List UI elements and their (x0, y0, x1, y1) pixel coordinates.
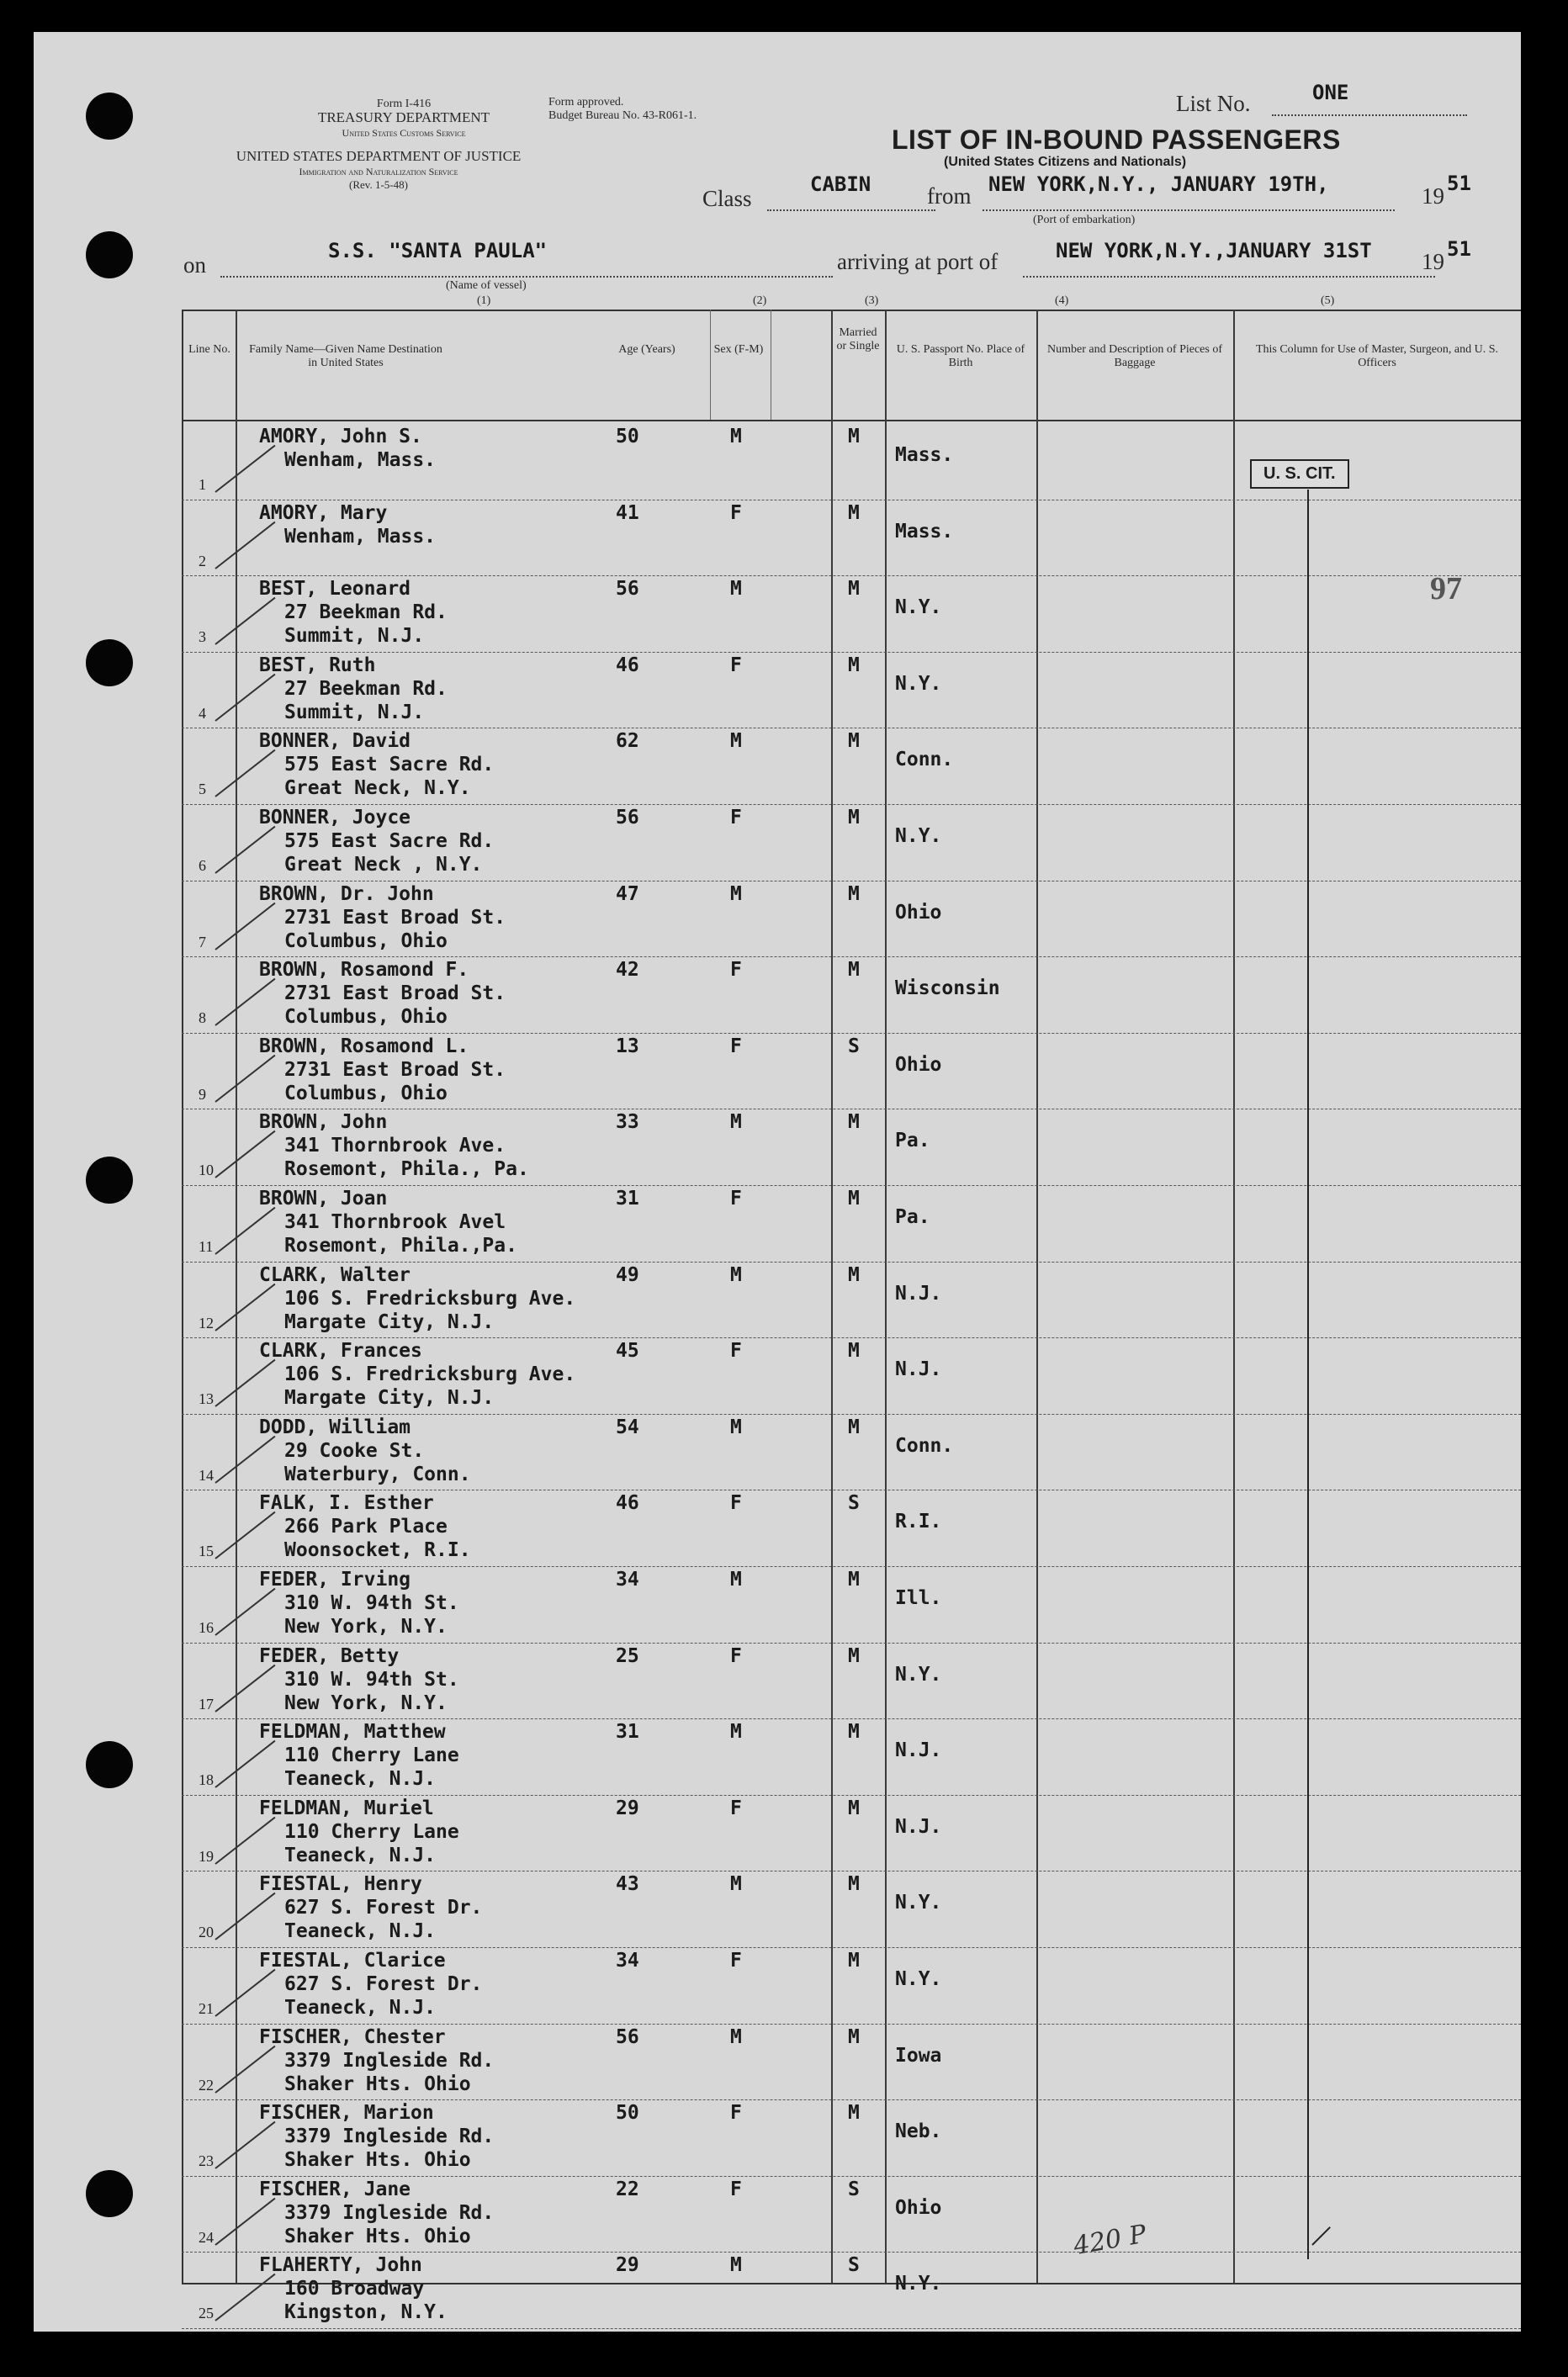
place-of-birth: N.Y. (895, 672, 942, 695)
line-number: 20 (199, 1924, 214, 1941)
place-of-birth: R.I. (895, 1511, 942, 1533)
sex: F (730, 2178, 742, 2200)
marital-status: M (848, 1950, 860, 1972)
manifest-sheet (34, 32, 1521, 2332)
check-mark (215, 597, 275, 645)
age: 46 (616, 1492, 639, 1515)
address-line: 575 East Sacre Rd. (284, 754, 495, 776)
age: 29 (616, 1797, 639, 1819)
passenger-name: FALK, I. Esther (259, 1492, 434, 1515)
marital-status: M (848, 654, 860, 676)
marital-status: M (848, 1797, 860, 1819)
line-number: 5 (199, 781, 206, 798)
age: 34 (616, 1569, 639, 1591)
table-row (182, 2100, 1521, 2177)
year-suffix-from: 51 (1447, 172, 1471, 195)
passenger-name: BROWN, Dr. John (259, 882, 434, 905)
line-number: 6 (199, 857, 206, 874)
age: 47 (616, 882, 639, 905)
col-officers: This Column for Use of Master, Surgeon, and U. S. Officers (1255, 343, 1499, 369)
address-line: Shaker Hts. Ohio (284, 2149, 471, 2172)
line-number: 13 (199, 1390, 214, 1408)
age: 56 (616, 2025, 639, 2048)
passenger-name: FIESTAL, Henry (259, 1873, 422, 1896)
sex: F (730, 1950, 742, 1972)
age: 45 (616, 1340, 639, 1363)
passenger-name: BROWN, Rosamond F. (259, 959, 469, 982)
line-number: 2 (199, 552, 206, 569)
arriving-label: arriving at port of (837, 249, 999, 274)
place-of-birth: N.J. (895, 1815, 942, 1838)
check-mark (215, 1283, 275, 1331)
address-line: 2731 East Broad St. (284, 982, 506, 1005)
age: 43 (616, 1873, 639, 1896)
sex: F (730, 1188, 742, 1210)
address-line: 310 W. 94th St. (284, 1592, 459, 1614)
table-row (182, 2177, 1521, 2253)
marital-status: M (848, 1721, 860, 1744)
sex: F (730, 1340, 742, 1363)
age: 42 (616, 959, 639, 982)
line-number: 3 (199, 628, 206, 646)
sex: F (730, 1492, 742, 1515)
place-of-birth: N.Y. (895, 1968, 942, 1990)
address-line: Teaneck, N.J. (284, 1768, 437, 1791)
sex: M (730, 1569, 742, 1591)
handwritten-note: 420 P (1071, 2219, 1149, 2262)
table-row (182, 1644, 1521, 1720)
check-mark (215, 1207, 275, 1255)
check-mark (215, 1817, 275, 1865)
place-of-birth: Conn. (895, 749, 954, 771)
marital-status: M (848, 1188, 860, 1210)
passenger-name: FISCHER, Marion (259, 2102, 434, 2125)
table-row (182, 1490, 1521, 1567)
age: 56 (616, 578, 639, 601)
age: 31 (616, 1188, 639, 1210)
marital-status: M (848, 1263, 860, 1286)
port-of-embarkation-caption: (Port of embarkation) (1033, 214, 1136, 226)
table-row (182, 1719, 1521, 1796)
department-of-justice: UNITED STATES DEPARTMENT OF JUSTICE (236, 148, 522, 164)
sex: F (730, 1797, 742, 1819)
page-subtitle: (United States Citizens and Nationals) (944, 155, 1187, 169)
year-suffix-arriving: 51 (1447, 237, 1471, 261)
sex: F (730, 654, 742, 676)
form-number: Form I-416 (376, 98, 432, 110)
marital-status: S (848, 1492, 860, 1515)
address-line: 3379 Ingleside Rd. (284, 2126, 495, 2148)
passenger-name: AMORY, Mary (259, 501, 388, 524)
age: 33 (616, 1111, 639, 1134)
marital-status: M (848, 1569, 860, 1591)
address-line: New York, N.Y. (284, 1691, 448, 1714)
punch-hole (86, 639, 133, 686)
place-of-birth: N.Y. (895, 2273, 942, 2295)
address-line: Summit, N.J. (284, 625, 425, 648)
place-of-birth: N.J. (895, 1282, 942, 1305)
passenger-name: FEDER, Irving (259, 1569, 411, 1591)
sex: M (730, 1111, 742, 1134)
line-number: 23 (199, 2152, 214, 2170)
age: 54 (616, 1416, 639, 1438)
place-of-birth: N.J. (895, 1739, 942, 1762)
table-row (182, 1415, 1521, 1491)
check-mark (215, 2274, 275, 2321)
address-line: Great Neck, N.Y. (284, 777, 471, 800)
marital-status: M (848, 959, 860, 982)
table-row (182, 1871, 1521, 1948)
check-mark (215, 2198, 275, 2246)
line-number: 7 (199, 933, 206, 950)
address-line: Columbus, Ohio (284, 1006, 448, 1029)
address-line: Kingston, N.Y. (284, 2301, 448, 2324)
passenger-name: BEST, Ruth (259, 654, 376, 676)
age: 34 (616, 1950, 639, 1972)
budget-bureau: Budget Bureau No. 43-R061-1. (548, 109, 697, 122)
line-number: 4 (199, 704, 206, 722)
sex: M (730, 1721, 742, 1744)
address-line: 27 Beekman Rd. (284, 601, 448, 624)
passenger-name: BONNER, Joyce (259, 807, 411, 829)
check-mark (215, 674, 275, 722)
passenger-name: BROWN, John (259, 1111, 388, 1134)
col-line-no: Line No. (188, 343, 230, 356)
sex: M (730, 1263, 742, 1286)
line-number: 1 (199, 476, 206, 493)
table-row (182, 1186, 1521, 1263)
age: 13 (616, 1035, 639, 1057)
line-number: 22 (199, 2076, 214, 2094)
place-of-birth: Ohio (895, 2196, 942, 2219)
table-row (182, 2253, 1521, 2329)
place-of-birth: N.J. (895, 1358, 942, 1381)
address-line: Summit, N.J. (284, 701, 425, 723)
passenger-name: FELDMAN, Matthew (259, 1721, 446, 1744)
marital-status: M (848, 1340, 860, 1363)
line-number: 14 (199, 1466, 214, 1484)
address-line: Columbus, Ohio (284, 929, 448, 952)
table-row (182, 957, 1521, 1034)
age: 50 (616, 2102, 639, 2125)
check-mark (215, 1969, 275, 2017)
address-line: Shaker Hts. Ohio (284, 2225, 471, 2247)
line-number: 21 (199, 2000, 214, 2017)
place-of-birth: Conn. (895, 1434, 954, 1457)
passenger-name: BONNER, David (259, 730, 411, 753)
check-mark (215, 826, 275, 874)
sex: M (730, 1873, 742, 1896)
address-line: Woonsocket, R.I. (284, 1539, 471, 1562)
age: 56 (616, 807, 639, 829)
place-of-birth: N.Y. (895, 596, 942, 619)
marital-status: S (848, 1035, 860, 1057)
marital-status: M (848, 578, 860, 601)
name-of-vessel-caption: (Name of vessel) (446, 279, 527, 292)
marital-status: M (848, 730, 860, 753)
address-line: 3379 Ingleside Rd. (284, 2049, 495, 2072)
age: 29 (616, 2254, 639, 2277)
passenger-name: FELDMAN, Muriel (259, 1797, 434, 1819)
passenger-name: BEST, Leonard (259, 578, 411, 601)
age: 41 (616, 501, 639, 524)
list-no-value: ONE (1312, 81, 1349, 104)
line-number: 11 (199, 1238, 214, 1255)
page-stamp: 97 (1430, 571, 1462, 606)
place-of-birth: Neb. (895, 2120, 942, 2143)
place-of-birth: Ohio (895, 1053, 942, 1076)
check-mark (215, 749, 275, 797)
check-mark (215, 445, 275, 493)
passenger-table (182, 310, 1521, 2324)
line-number: 19 (199, 1847, 214, 1865)
check-mark (215, 1436, 275, 1484)
check-mark (215, 978, 275, 1026)
table-row (182, 500, 1521, 577)
address-line: New York, N.Y. (284, 1616, 448, 1638)
address-line: Wenham, Mass. (284, 449, 437, 471)
place-of-birth: Mass. (895, 444, 954, 466)
column-number: (5) (1321, 294, 1335, 307)
vessel-name: S.S. "SANTA PAULA" (328, 239, 548, 262)
punch-hole (86, 231, 133, 278)
sex: F (730, 2102, 742, 2125)
age: 46 (616, 654, 639, 676)
age: 25 (616, 1644, 639, 1667)
place-of-birth: Wisconsin (895, 977, 1000, 1000)
table-row (182, 1109, 1521, 1186)
marital-status: M (848, 1644, 860, 1667)
address-line: Margate City, N.J. (284, 1387, 495, 1410)
address-line: Teaneck, N.J. (284, 1844, 437, 1866)
line-number: 12 (199, 1314, 214, 1331)
class-value: CABIN (810, 172, 871, 196)
on-label: on (183, 252, 206, 278)
place-of-birth: N.Y. (895, 1892, 942, 1914)
check-mark (215, 1893, 275, 1940)
punch-hole (86, 1741, 133, 1788)
line-number: 10 (199, 1162, 214, 1179)
place-of-birth: Pa. (895, 1206, 930, 1228)
column-number: (3) (865, 294, 879, 307)
address-line: 341 Thornbrook Ave. (284, 1135, 506, 1157)
age: 31 (616, 1721, 639, 1744)
check-mark (215, 521, 275, 569)
col-age: Age (Years) (618, 343, 675, 356)
table-row (182, 1796, 1521, 1872)
marital-status: M (848, 2102, 860, 2125)
marital-status: S (848, 2178, 860, 2200)
year-prefix-arriving: 19 (1422, 249, 1444, 274)
place-of-birth: Iowa (895, 2044, 942, 2067)
col-sex: Sex (F-M) (713, 343, 764, 356)
check-mark (215, 2121, 275, 2169)
line-number: 24 (199, 2228, 214, 2246)
age: 62 (616, 730, 639, 753)
marital-status: M (848, 426, 860, 447)
page-title: LIST OF IN-BOUND PASSENGERS (892, 124, 1341, 155)
passenger-name: FISCHER, Chester (259, 2025, 446, 2048)
arriving-value: NEW YORK,N.Y.,JANUARY 31ST (1056, 239, 1372, 262)
address-line: 106 S. Fredricksburg Ave. (284, 1363, 576, 1386)
passenger-name: CLARK, Walter (259, 1263, 411, 1286)
place-of-birth: Ohio (895, 901, 942, 924)
address-line: Waterbury, Conn. (284, 1463, 471, 1485)
place-of-birth: Mass. (895, 520, 954, 543)
passenger-name: CLARK, Frances (259, 1340, 422, 1363)
address-line: Columbus, Ohio (284, 1082, 448, 1104)
table-row (182, 1948, 1521, 2025)
address-line: Margate City, N.J. (284, 1310, 495, 1333)
address-line: Rosemont, Phila., Pa. (284, 1158, 529, 1181)
from-value: NEW YORK,N.Y., JANUARY 19TH, (988, 172, 1329, 196)
sex: M (730, 426, 742, 447)
age: 49 (616, 1263, 639, 1286)
line-number: 15 (199, 1543, 214, 1560)
form-approved: Form approved. (548, 96, 624, 109)
sex: M (730, 882, 742, 905)
sex: F (730, 501, 742, 524)
marital-status: M (848, 1873, 860, 1896)
table-row (182, 576, 1521, 653)
marital-status: M (848, 501, 860, 524)
address-line: 627 S. Forest Dr. (284, 1897, 483, 1919)
passenger-name: FEDER, Betty (259, 1644, 400, 1667)
customs-service: United States Customs Service (342, 127, 466, 139)
address-line: 3379 Ingleside Rd. (284, 2201, 495, 2224)
passenger-name: FLAHERTY, John (259, 2254, 422, 2277)
table-row (182, 1338, 1521, 1415)
passenger-name: FISCHER, Jane (259, 2178, 411, 2200)
check-mark (215, 1511, 275, 1559)
check-mark (215, 2045, 275, 2093)
punch-hole (86, 2170, 133, 2217)
address-line: 110 Cherry Lane (284, 1744, 459, 1767)
table-row (182, 653, 1521, 729)
column-number: (1) (477, 294, 491, 307)
line-number: 25 (199, 2305, 214, 2322)
marital-status: M (848, 1111, 860, 1134)
sex: M (730, 578, 742, 601)
table-row (182, 1567, 1521, 1644)
address-line: 106 S. Fredricksburg Ave. (284, 1287, 576, 1310)
passenger-name: DODD, William (259, 1416, 411, 1438)
table-row (182, 881, 1521, 958)
from-label: from (927, 183, 972, 209)
col-baggage: Number and Description of Pieces of Baggage (1047, 343, 1222, 369)
col-married: Married or Single (836, 326, 880, 352)
address-line: Great Neck , N.Y. (284, 854, 483, 876)
sex: M (730, 2254, 742, 2277)
place-of-birth: N.Y. (895, 1663, 942, 1686)
place-of-birth: Pa. (895, 1130, 930, 1152)
sex: F (730, 1035, 742, 1057)
check-mark (215, 902, 275, 950)
treasury-department: TREASURY DEPARTMENT (317, 109, 490, 125)
line-number: 18 (199, 1771, 214, 1789)
address-line: 627 S. Forest Dr. (284, 1973, 483, 1995)
address-line: 27 Beekman Rd. (284, 677, 448, 700)
col-passport: U. S. Passport No. Place of Birth (896, 343, 1025, 369)
revision: (Rev. 1-5-48) (349, 178, 408, 191)
class-label: Class (702, 186, 752, 211)
line-number: 16 (199, 1619, 214, 1636)
address-line: 29 Cooke St. (284, 1439, 425, 1462)
check-mark (215, 1130, 275, 1178)
table-row (182, 1034, 1521, 1110)
place-of-birth: N.Y. (895, 825, 942, 847)
address-line: 266 Park Place (284, 1516, 448, 1538)
address-line: Teaneck, N.J. (284, 1920, 437, 1943)
address-line: Wenham, Mass. (284, 525, 437, 548)
marital-status: M (848, 2025, 860, 2048)
address-line: 160 Broadway (284, 2278, 425, 2300)
column-number: (4) (1055, 294, 1069, 307)
col-name-destination: Family Name—Given Name Destination in United States (249, 343, 442, 369)
sex: M (730, 2025, 742, 2048)
age: 22 (616, 2178, 639, 2200)
punch-hole (86, 1157, 133, 1204)
passenger-name: BROWN, Joan (259, 1188, 388, 1210)
year-prefix-from: 19 (1422, 183, 1444, 209)
address-line: 341 Thornbrook Avel (284, 1211, 506, 1233)
marital-status: M (848, 882, 860, 905)
place-of-birth: Ill. (895, 1587, 942, 1609)
immigration-service: Immigration and Naturalization Service (299, 166, 458, 177)
table-row (182, 1263, 1521, 1339)
sex: F (730, 807, 742, 829)
marital-status: M (848, 807, 860, 829)
address-line: 2731 East Broad St. (284, 1058, 506, 1081)
passenger-name: FIESTAL, Clarice (259, 1950, 446, 1972)
address-line: Rosemont, Phila.,Pa. (284, 1235, 517, 1257)
address-line: 110 Cherry Lane (284, 1820, 459, 1843)
address-line: Shaker Hts. Ohio (284, 2073, 471, 2095)
check-mark (215, 1359, 275, 1407)
sex: F (730, 1644, 742, 1667)
table-row (182, 805, 1521, 881)
us-citizen-stamp: U. S. CIT. (1250, 459, 1349, 489)
sex: M (730, 730, 742, 753)
list-no-label: List No. (1176, 91, 1251, 116)
marital-status: S (848, 2254, 860, 2277)
check-mark (215, 1055, 275, 1103)
table-row (182, 728, 1521, 805)
sex: M (730, 1416, 742, 1438)
marital-status: M (848, 1416, 860, 1438)
address-line: 2731 East Broad St. (284, 906, 506, 929)
table-row (182, 2025, 1521, 2101)
passenger-name: AMORY, John S. (259, 426, 422, 447)
check-mark (215, 1664, 275, 1712)
address-line: 575 East Sacre Rd. (284, 830, 495, 852)
address-line: 310 W. 94th St. (284, 1668, 459, 1691)
line-number: 9 (199, 1085, 206, 1103)
passenger-name: BROWN, Rosamond L. (259, 1035, 469, 1057)
line-number: 17 (199, 1695, 214, 1713)
address-line: Teaneck, N.J. (284, 1997, 437, 2019)
punch-hole (86, 93, 133, 140)
column-number: (2) (753, 294, 767, 307)
check-mark (215, 1740, 275, 1788)
sex: F (730, 959, 742, 982)
age: 50 (616, 426, 639, 447)
line-number: 8 (199, 1009, 206, 1027)
check-mark (215, 1588, 275, 1636)
